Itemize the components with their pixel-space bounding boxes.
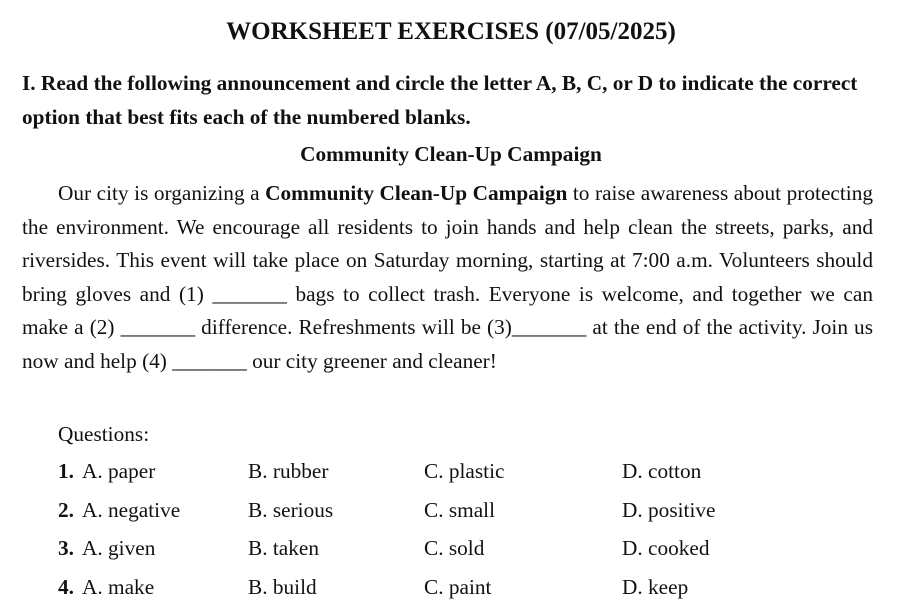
announcement-heading: Community Clean-Up Campaign	[300, 142, 602, 166]
option-b: B. rubber	[248, 459, 329, 483]
question-row-2	[0, 494, 902, 526]
option-a: A. given	[82, 536, 156, 560]
question-row-4	[0, 571, 902, 603]
announcement-passage	[22, 177, 873, 378]
option-d: D. cooked	[622, 536, 710, 560]
option-c: C. paint	[424, 575, 492, 599]
questions-label: Questions:	[58, 422, 150, 446]
option-a: A. make	[82, 575, 155, 599]
section-instruction: I. Read the following announcement and circle the letter A, B, C, or D to indicate the correct option that best fits each of the numbered blanks.	[22, 71, 858, 129]
question-number: 2.	[58, 498, 74, 522]
option-a: A. negative	[82, 498, 181, 522]
question-row-1	[0, 455, 902, 487]
option-a: A. paper	[82, 459, 156, 483]
option-c: C. sold	[424, 536, 485, 560]
passage-intro: Our city is organizing a	[58, 181, 266, 205]
question-number: 3.	[58, 536, 74, 560]
question-number: 4.	[58, 575, 74, 599]
question-row-3	[0, 532, 902, 564]
worksheet-title: WORKSHEET EXERCISES (07/05/2025)	[226, 18, 676, 45]
option-d: D. cotton	[622, 459, 702, 483]
option-c: C. plastic	[424, 459, 505, 483]
option-c: C. small	[424, 498, 495, 522]
passage-bold-phrase: Community Clean-Up Campaign	[265, 181, 568, 205]
option-b: B. serious	[248, 498, 334, 522]
passage-body: to raise awareness about protecting the environment. We encourage all residents to join hands and help clean the streets, parks, and riversides. This event will take place on Saturday morning, starting at 7:00 a.m. Volunteers should bring gloves and (1) _______ bags to collect trash. Everyone is welcome, and together we can make a (2) _______ difference. Refreshments will be (3)_______ at the end of the activity. Join us now and help (4) _______ our city greener and cleaner!	[22, 181, 873, 373]
option-d: D. positive	[622, 498, 716, 522]
option-b: B. taken	[248, 536, 319, 560]
option-b: B. build	[248, 575, 317, 599]
option-d: D. keep	[622, 575, 689, 599]
question-number: 1.	[58, 459, 74, 483]
